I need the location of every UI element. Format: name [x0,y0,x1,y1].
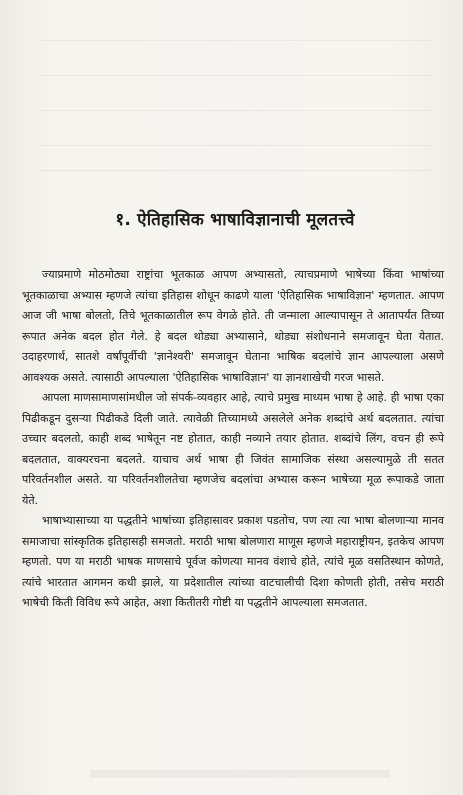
paragraph-2: आपला माणसामाणसांमधील जो संपर्क-व्यवहार आहे, त्याचे प्रमुख माध्यम भाषा हे आहे. ही भाषा एका पिढीकडून दुसऱ्या पिढीकडे दिली जाते. त्यावेळी तिच्यामध्ये असलेले अनेक शब्दांचे अर्थ बदलतात. त्यांचा उच्चार बदलतो, काही शब्द भाषेतून नष्ट होतात, काही नव्याने तयार होतात. शब्दांचे लिंग, वचन ही रूपे बदलतात, वाक्यरचना बदलते. याचाच अर्थ भाषा ही जिवंत सामाजिक संस्था असल्यामुळे ती सतत परिवर्तनशील असते. या परिवर्तनशीलतेचा म्हणजेच बदलांचा अभ्यास करून भाषेच्या मूळ रूपाकडे जाता येते. [22,391,444,507]
paragraph-1: ज्याप्रमाणे मोठमोठ्या राष्ट्रांचा भूतकाळ आपण अभ्यासतो, त्याचप्रमाणे भाषेच्या किंवा भाषांच्या भूतकाळाचा अभ्यास म्हणजे त्यांचा इतिहास शोधून काढणे याला 'ऐतिहासिक भाषाविज्ञान' म्हणतात. आपण आज जी भाषा बोलतो, तिचे भूतकाळातील रूप वेगळे होते. ती जन्माला आल्यापासून ते आतापर्यंत तिच्या रूपात अनेक बदल होत गेले. हे बदल थोड्या अभ्यासाने, थोड्या संशोधनाने समजावून घेता येतात. उदाहरणार्थ, सातशे वर्षांपूर्वीची 'ज्ञानेश्वरी' समजावून घेताना भाषिक बदलांचे ज्ञान आपल्याला असणे आवश्यक असते. त्यासाठी आपल्याला 'ऐतिहासिक भाषाविज्ञान' या ज्ञानशाखेची गरज भासते. [22,268,444,384]
chapter-title: १. ऐतिहासिक भाषाविज्ञानाची मूलतत्त्वे [115,210,355,230]
show-through-footer [90,770,390,778]
show-through-line [40,40,430,41]
show-through-line [40,75,430,76]
show-through-line [40,170,430,171]
show-through-line [40,110,430,111]
chapter-body [22,265,444,614]
paragraph-3: भाषाभ्यासाच्या या पद्धतीने भाषांच्या इतिहासावर प्रकाश पडतोच, पण त्या त्या भाषा बोलणाऱ्या मानव समाजाचा सांस्कृतिक इतिहासही समजतो. मराठी भाषा बोलणारा माणूस म्हणजे महाराष्ट्रीयन, इतकेच आपण म्हणतो. पण या मराठी भाषक माणसाचे पूर्वज कोणत्या मानव वंशाचे होते, त्यांचे मूळ वसतिस्थान कोणते, त्यांचे भारतात आगमन कधी झाले, या प्रदेशातील त्यांच्या वाटचालीची दिशा कोणती होती, तसेच मराठी भाषेची किती विविध रूपे आहेत, अशा कितीतरी गोष्टी या पद्धतीने आपल्याला समजतात. [22,514,444,609]
show-through-line [40,145,430,146]
